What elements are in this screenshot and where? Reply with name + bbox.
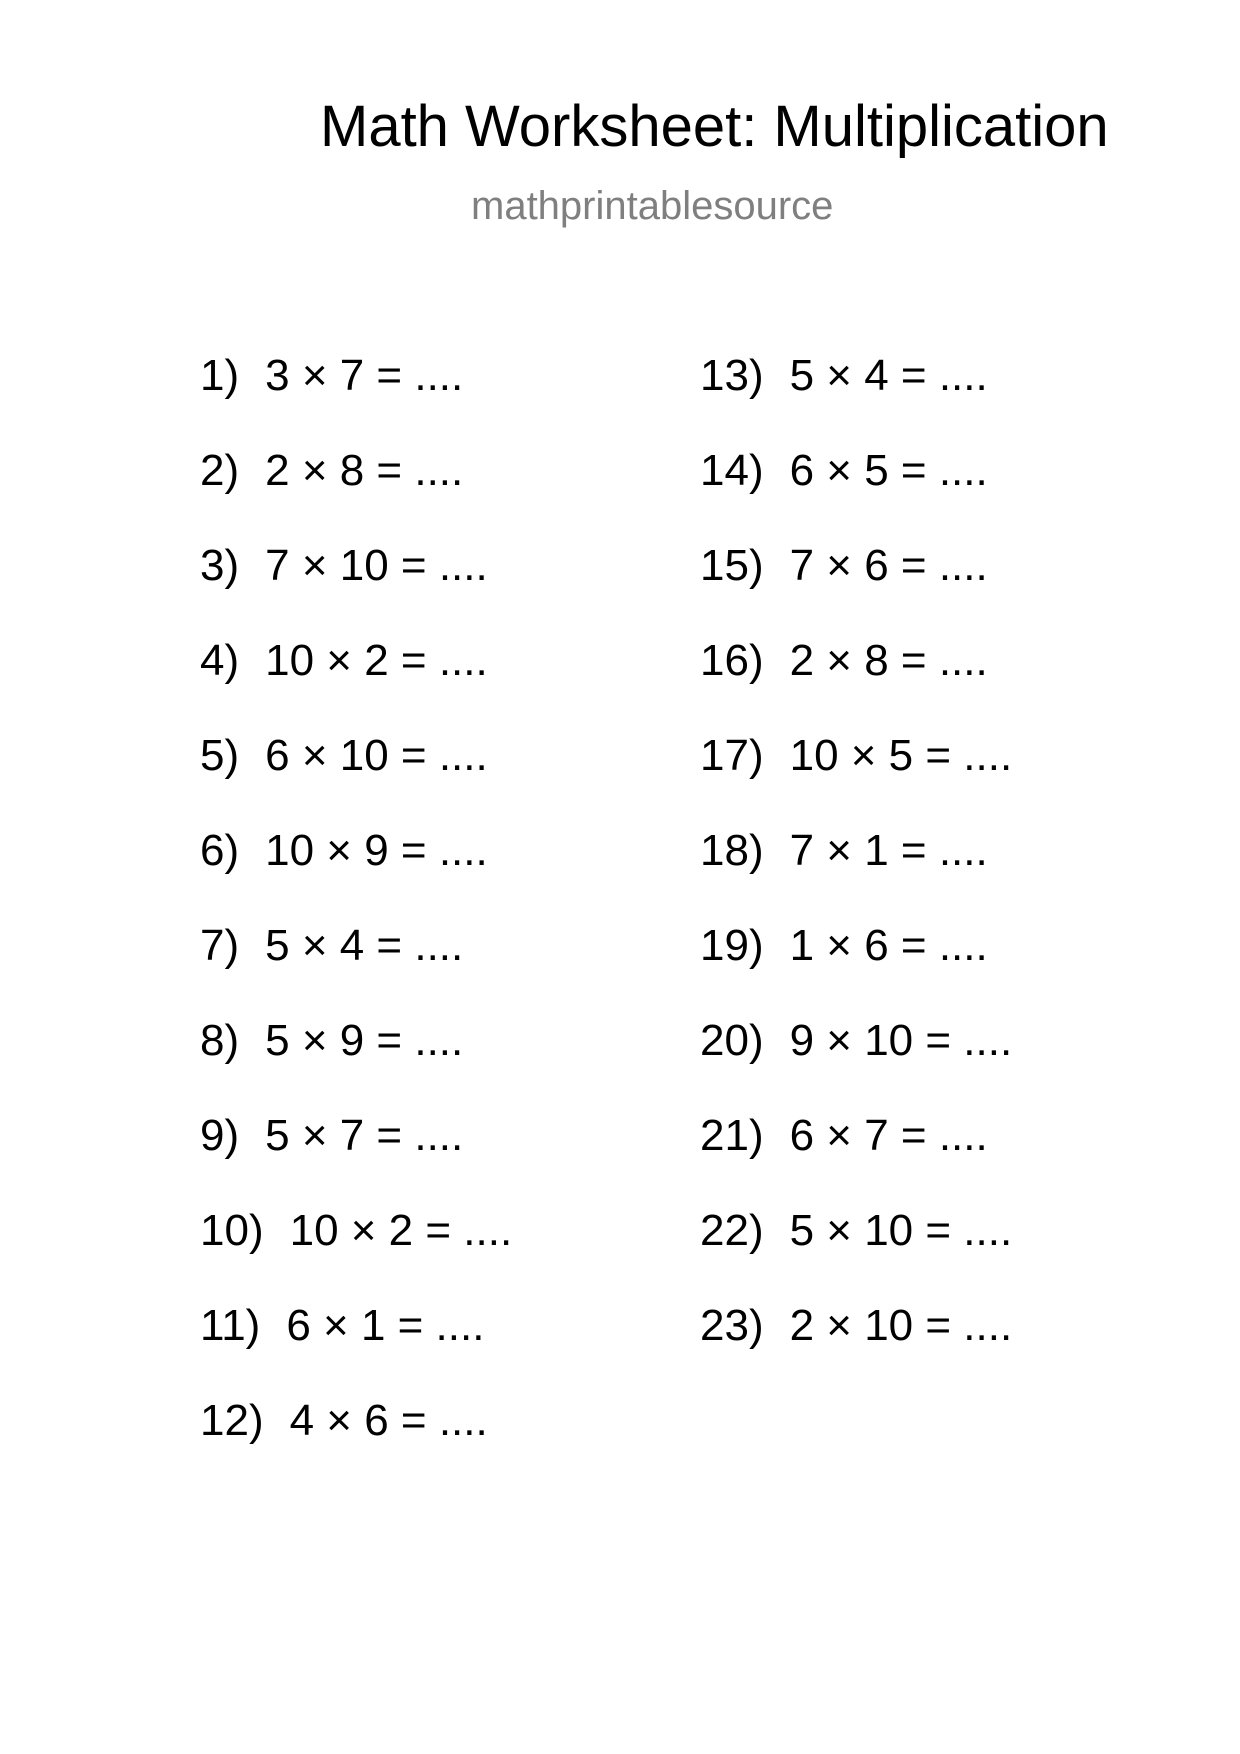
problem-number: 10) xyxy=(200,1206,264,1255)
problem-column-left xyxy=(200,351,513,1494)
problem-expression: 2 × 10 = .... xyxy=(789,1301,1013,1350)
problem-expression: 7 × 1 = .... xyxy=(789,826,988,875)
problem-expression: 7 × 6 = .... xyxy=(789,541,988,590)
problem-expression: 10 × 2 = .... xyxy=(265,636,488,685)
problem-item xyxy=(200,731,512,829)
problem-item xyxy=(200,826,512,924)
problem-item xyxy=(700,1301,1013,1399)
problem-item xyxy=(200,636,512,734)
problem-item xyxy=(700,541,1012,639)
problem-expression: 6 × 5 = .... xyxy=(789,446,988,495)
problem-item xyxy=(700,1111,1012,1209)
problem-number: 19) xyxy=(700,921,764,970)
problem-expression: 10 × 9 = .... xyxy=(265,826,488,875)
problem-expression: 9 × 10 = .... xyxy=(789,1016,1013,1065)
problem-number: 4) xyxy=(200,636,240,685)
problem-expression: 4 × 6 = .... xyxy=(289,1396,488,1445)
problem-expression: 3 × 7 = .... xyxy=(265,351,464,400)
problem-expression: 6 × 1 = .... xyxy=(286,1301,485,1350)
problem-item xyxy=(700,636,1012,734)
problem-expression: 10 × 2 = .... xyxy=(289,1206,513,1255)
problem-expression: 2 × 8 = .... xyxy=(265,446,464,495)
problem-item xyxy=(200,446,512,544)
problem-item xyxy=(700,731,1013,829)
problem-number: 17) xyxy=(700,731,764,780)
problem-number: 15) xyxy=(700,541,764,590)
problem-number: 9) xyxy=(200,1111,240,1160)
problem-item xyxy=(700,826,1012,924)
page-subtitle: mathprintablesource xyxy=(471,184,834,228)
problem-number: 2) xyxy=(200,446,240,495)
problem-item xyxy=(200,1016,512,1114)
problem-number: 14) xyxy=(700,446,764,495)
problem-item xyxy=(700,351,1012,449)
problem-number: 8) xyxy=(200,1016,240,1065)
problem-expression: 6 × 7 = .... xyxy=(789,1111,988,1160)
problem-item xyxy=(200,1206,513,1304)
problem-number: 16) xyxy=(700,636,764,685)
problem-expression: 7 × 10 = .... xyxy=(265,541,488,590)
problem-item xyxy=(200,351,512,449)
problem-item xyxy=(700,921,1012,1019)
problem-number: 13) xyxy=(700,351,764,400)
problem-item xyxy=(200,921,512,1019)
problem-number: 6) xyxy=(200,826,240,875)
problem-number: 11) xyxy=(200,1301,261,1350)
problem-number: 12) xyxy=(200,1396,264,1445)
problem-item xyxy=(700,1206,1013,1304)
problem-expression: 5 × 4 = .... xyxy=(265,921,464,970)
problem-item xyxy=(200,541,512,639)
problem-item xyxy=(700,446,1012,544)
problem-expression: 5 × 10 = .... xyxy=(789,1206,1013,1255)
problem-number: 3) xyxy=(200,541,240,590)
problem-expression: 5 × 9 = .... xyxy=(265,1016,464,1065)
problem-number: 5) xyxy=(200,731,240,780)
problem-number: 21) xyxy=(700,1111,764,1160)
problem-expression: 1 × 6 = .... xyxy=(789,921,988,970)
problem-item xyxy=(700,1016,1013,1114)
problem-item xyxy=(200,1301,512,1399)
page-title: Math Worksheet: Multiplication xyxy=(320,94,1109,159)
problem-number: 1) xyxy=(200,351,240,400)
problem-expression: 5 × 4 = .... xyxy=(789,351,988,400)
problem-number: 18) xyxy=(700,826,764,875)
problem-expression: 2 × 8 = .... xyxy=(789,636,988,685)
problem-number: 22) xyxy=(700,1206,764,1255)
problem-expression: 6 × 10 = .... xyxy=(265,731,488,780)
problem-item xyxy=(200,1111,512,1209)
problem-expression: 10 × 5 = .... xyxy=(789,731,1013,780)
problem-number: 7) xyxy=(200,921,240,970)
problem-item xyxy=(200,1396,512,1494)
problem-number: 23) xyxy=(700,1301,764,1350)
problem-number: 20) xyxy=(700,1016,764,1065)
problem-column-right xyxy=(700,351,1013,1399)
problem-expression: 5 × 7 = .... xyxy=(265,1111,464,1160)
